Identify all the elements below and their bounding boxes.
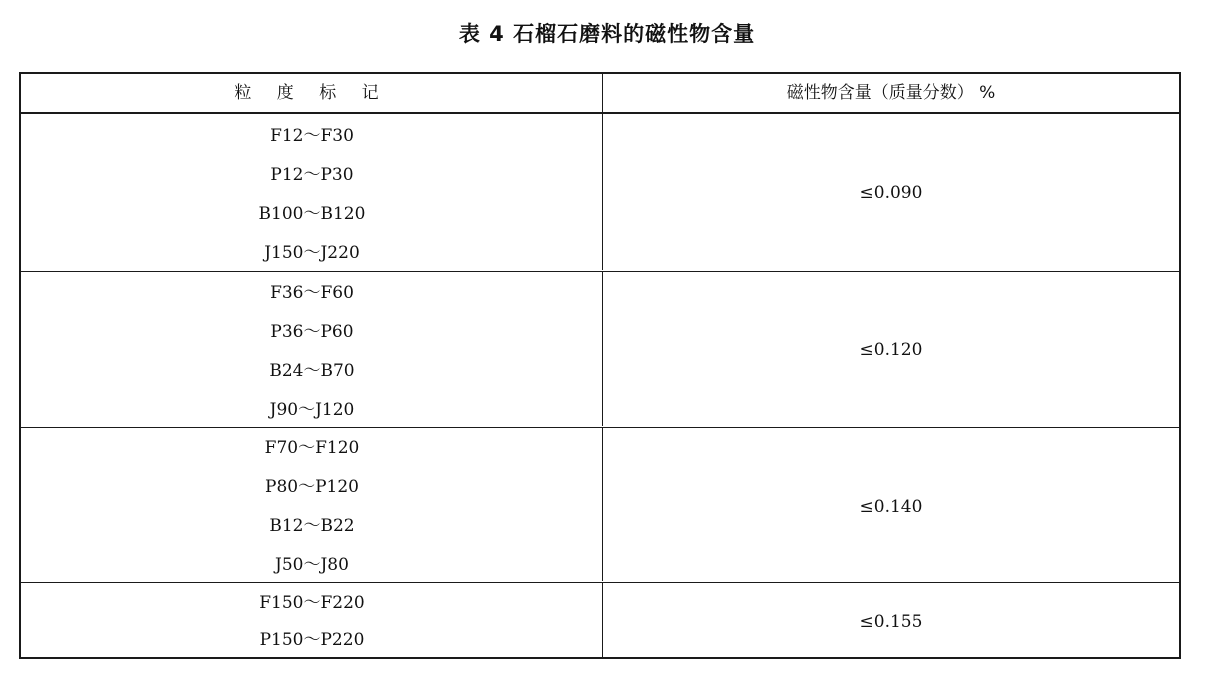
grit-designation: F150～F220 (259, 593, 365, 613)
table-row (21, 272, 1179, 428)
grit-designation: F12～F30 (270, 126, 354, 146)
grit-designation-header-cell (21, 74, 603, 112)
grit-designation: F36～F60 (270, 283, 354, 303)
grit-designation: B12～B22 (269, 516, 355, 536)
grit-designation: P80～P120 (265, 477, 359, 497)
magnetic-content-value: ≤0.155 (859, 612, 923, 632)
grit-designation: P36～P60 (270, 322, 354, 342)
grit-designation: F70～F120 (264, 438, 360, 458)
magnetic-content-header: 磁性物含量（质量分数） % (786, 83, 996, 103)
table-header-row (21, 74, 1179, 114)
table-row (21, 114, 1179, 272)
grit-designation: P12～P30 (270, 165, 354, 185)
magnetic-content-value: ≤0.090 (859, 183, 923, 203)
grit-designation-header: 粒 度 标 记 (234, 83, 389, 103)
magnetic-content-value: ≤0.140 (859, 497, 923, 517)
table-row (21, 428, 1179, 583)
grit-designation: J150～J220 (264, 243, 360, 263)
magnetic-content-table (19, 72, 1181, 659)
grit-designation: B100～B120 (258, 204, 366, 224)
magnetic-content-header-cell (603, 74, 1179, 112)
table-title: 表 4 石榴石磨料的磁性物含量 (458, 22, 756, 46)
table-row (21, 583, 1179, 657)
grit-designation: J90～J120 (269, 400, 355, 420)
magnetic-content-value: ≤0.120 (859, 340, 923, 360)
grit-designation: P150～P220 (259, 630, 365, 650)
grit-designation: J50～J80 (275, 555, 349, 575)
grit-designation: B24～B70 (269, 361, 355, 381)
